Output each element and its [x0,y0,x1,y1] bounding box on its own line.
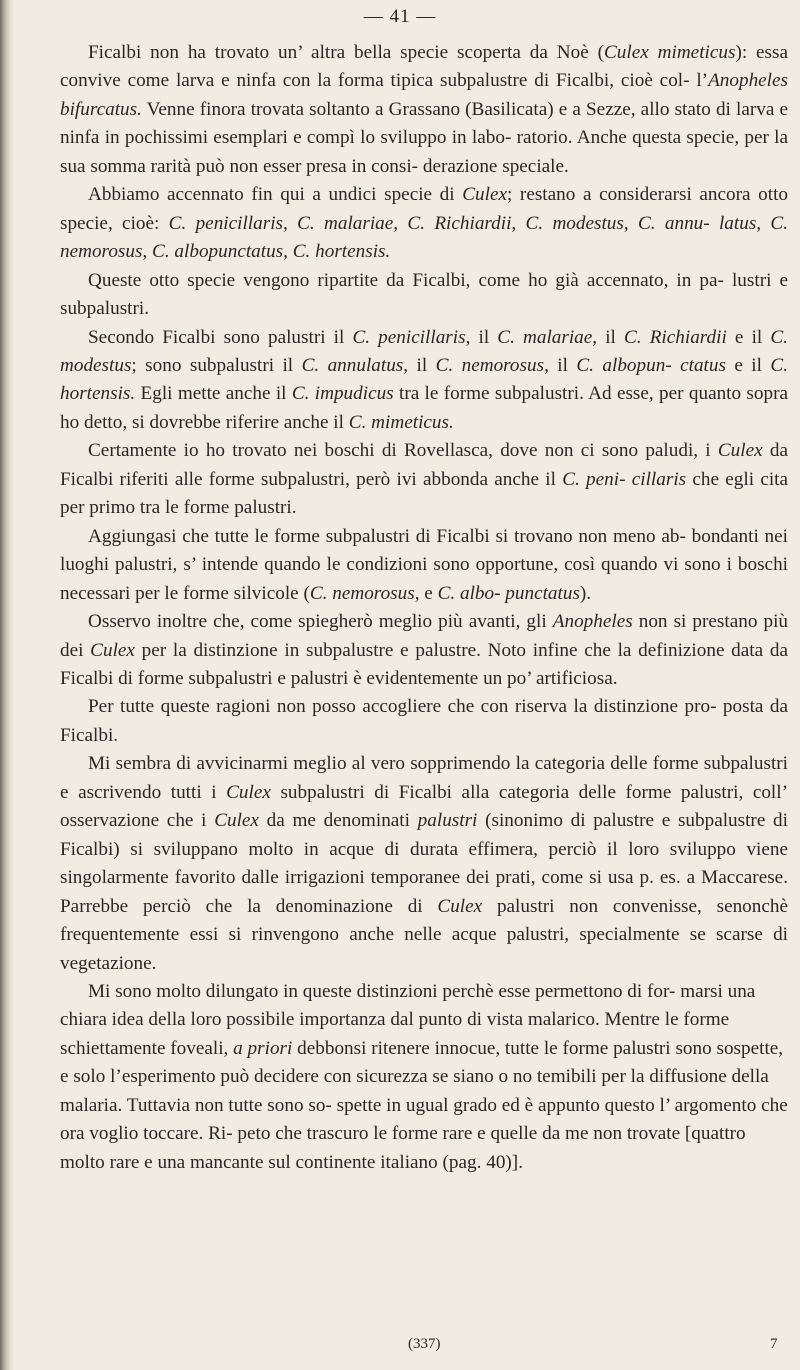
italic-text: Culex [90,639,135,661]
text-run: debbonsi ritenere innocue, tutte le forme palustri sono sospette, e solo l’esperimento può decidere con sicurezza se siano o no temibili per la diffusione della malaria. Tuttavia non tutte sono so- spette in ugual grado ed è appunto questo l’ argomento che ora voglio toccare. Ri- peto che trascuro le forme rare e quelle da me non trovate [quattro molto rare e una mancante sul continente italiano (pag. 40)]. [60,1037,788,1173]
page-number-header: — 41 — [363,6,437,27]
italic-text: C. nemorosus [435,354,545,376]
italic-text: Culex mimeticus [604,42,736,63]
text-run: Per tutte queste ragioni non posso accogliere che con riserva la distinzione pro- posta da Ficalbi. [60,696,788,746]
text-run: Queste otto specie vengono ripartite da Ficalbi, come ho già accennato, in pa- lustri e subpalustri. [60,269,788,320]
paragraph [60,978,788,1177]
italic-text: C. nemorosus [309,582,415,604]
italic-text: Culex [214,810,259,832]
text-run: subpalustri di Ficalbi alla categoria delle forme palustri, coll’ osservazione che i [60,781,788,832]
italic-text: C. mimeticus. [348,411,454,433]
italic-text: Culex [462,184,507,206]
italic-text: Culex [717,440,763,462]
text-run: , il [465,326,498,348]
italic-text: Culex [226,781,271,803]
text-run: , il [544,354,577,376]
text-run: da Ficalbi riferiti alle forme subpalustri, però ivi abbonda anche il [60,440,788,490]
paragraph [60,693,788,750]
paragraph [60,324,788,438]
paragraph [60,181,788,266]
text-run: che egli cita per primo tra le forme palustri. [60,468,789,519]
italic-text: Anopheles bifurcatus. [60,70,788,120]
text-run: (sinonimo di palustre e subpalustre di Ficalbi) si sviluppano molto in acque di durata effimera, perciò il loro sviluppo viene singolarmente favorito dalle irrigazioni temporanee dei prati, come si usa p. es. a Maccarese. Parrebbe perciò che la denominazione di [60,810,788,917]
text-run: palustri non convenisse, senonchè frequentemente essi si rinvengono anche nelle acque palustri, specialmente se scarse di vegetazione. [60,895,788,974]
italic-text: C. penicillaris, C. malariae, C. Richiardii, C. modestus, C. annu- latus, C. nemorosus, C. albopunctatus, C. hortensis. [60,212,788,263]
text-run: Certamente io ho trovato nei boschi di Rovellasca, dove non ci sono paludi, i [88,440,718,462]
italic-text: C. malariae [497,326,593,348]
paragraph [60,39,788,181]
text-run: , il [403,354,436,376]
text-run: e il [725,354,771,376]
paragraph [60,267,788,324]
italic-text: Culex [437,895,483,917]
italic-text: Anopheles [552,611,633,633]
paragraph [60,437,788,522]
signature-mark: (337) [408,1336,441,1352]
italic-text: C. penicillaris [352,326,466,348]
italic-text: C. albopun- ctatus [576,354,726,376]
italic-text: C. annulatus [301,354,404,376]
italic-text: C. modestus [60,326,788,376]
italic-text: C. albo- punctatus [437,582,580,604]
paragraph [60,750,788,978]
text-run: ; restano a considerarsi ancora otto specie, cioè: [60,184,789,234]
text-run: e il [726,326,771,348]
italic-text: a priori [233,1037,293,1059]
text-run: Secondo Ficalbi sono palustri il [88,326,353,348]
text-run: , il [592,326,624,348]
paragraph [60,523,788,608]
text-run: tra le forme subpalustri. Ad esse, per quanto sopra ho detto, si dovrebbe riferire anche il [60,383,788,433]
text-run: Abbiamo accennato fin qui a undici specie di [88,184,463,206]
italic-text: C. Richiardii [623,326,727,348]
text-run: Egli mette anche il [135,383,292,405]
text-run: Mi sono molto dilungato in queste distinzioni perchè esse permettono di for- marsi una chiara idea della loro possibile importanza dal punto di vista malarico. Mentre le forme schiettamente foveali, [60,980,756,1059]
italic-text: C. peni- cillaris [562,468,687,490]
italic-text: C. impudicus [291,383,394,405]
text-run: ; sono subpalustri il [131,354,302,376]
text-run: Mi sembra di avvicinarmi meglio al vero sopprimendo la categoria delle forme subpalustri e ascrivendo tutti i [60,753,788,803]
text-run: ). [579,582,592,604]
sheet-number: 7 [770,1336,778,1352]
italic-text: palustri [417,810,478,832]
text-run: Aggiungasi che tutte le forme subpalustri di Ficalbi si trovano non meno ab- bondanti nei luoghi palustri, s’ intende quando le condizioni sono opportune, così quando vi sono i boschi necessari per le forme silvicole ( [60,525,788,604]
text-run: ): essa convive come larva e ninfa con la forma tipica subpalustre di Ficalbi, cioè col- l’ [60,42,788,92]
text-run: Ficalbi non ha trovato un’ altra bella specie scoperta da Noè ( [88,42,604,63]
body-text [60,39,788,1177]
text-run: da me denominati [258,810,418,832]
paragraph [60,608,788,693]
text-run: per la distinzione in subpalustre e palustre. Noto infine che la definizione data da Ficalbi di forme subpalustri e palustri è evidentemente un po’ artificiosa. [60,639,788,689]
text-run: Venne finora trovata soltanto a Grassano (Basilicata) e a Sezze, allo stato di larva e ninfa in pochissimi esemplari e compì lo sviluppo in labo- ratorio. Anche questa specie, per la sua somma rarità può non esser presa in consi- derazione speciale. [60,98,788,177]
text-run: non si prestano più dei [60,611,788,661]
text-run: Osservo inoltre che, come spiegherò meglio più avanti, gli [88,611,553,633]
italic-text: C. hortensis. [60,354,788,405]
text-run: , e [414,582,438,604]
